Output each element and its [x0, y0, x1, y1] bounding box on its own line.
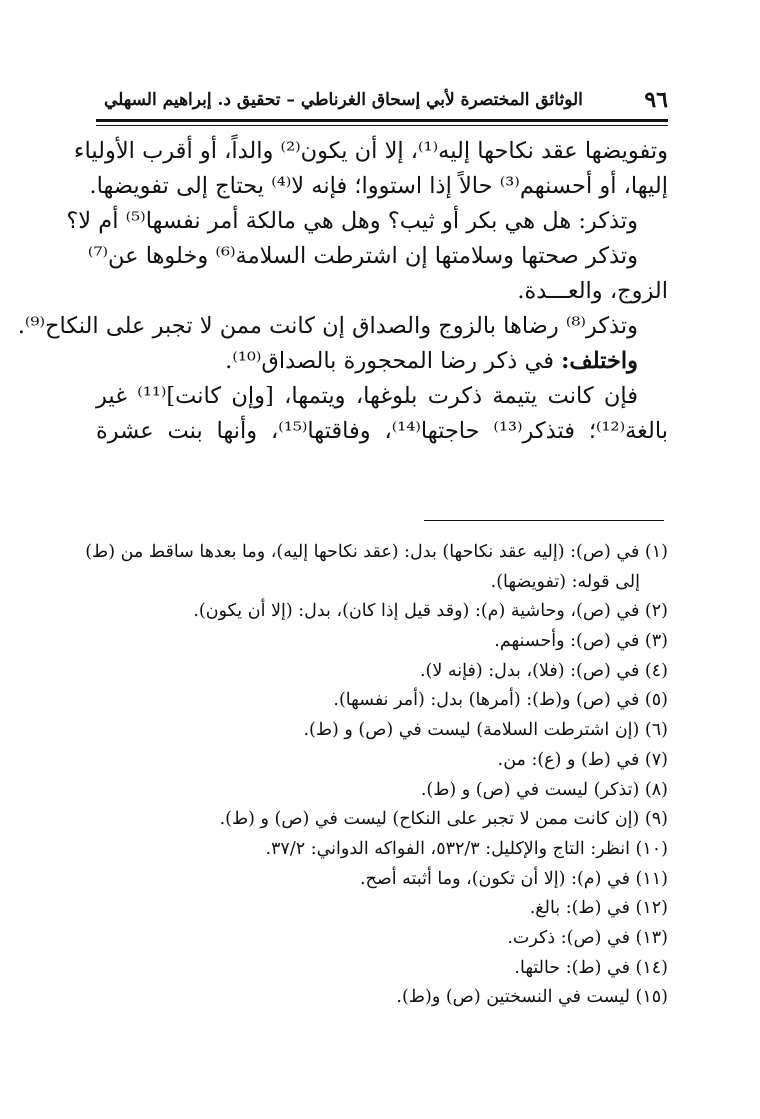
header-rule-thin [96, 125, 668, 126]
footnote: (١٥) ليست في النسختين (ص) و(ط). [396, 987, 668, 1008]
footnotes [85, 538, 668, 1013]
footnote: (١١) في (م): (إلا أن تكون)، وما أثبته أصح. [359, 868, 668, 889]
page-number: ٩٦ [644, 87, 668, 113]
footnote: (٢) في (ص)، وحاشية (م): (وقد قيل إذا كان)، بدل: (إلا أن يكون). [193, 601, 668, 622]
text-line: وتذكر صحتها وسلامتها إن اشترطت السلامة⁽⁶⁾ وخلوها عن⁽⁷⁾ [87, 243, 638, 269]
footnote: (٥) في (ص) و(ط): (أمرها) بدل: (أمر نفسها). [333, 690, 668, 711]
footnote: (١) في (ص): (إليه عقد نكاحها) بدل: (عقد نكاحها إليه)، وما بعدها ساقط من (ط) [85, 542, 668, 562]
footnote-separator [424, 520, 664, 521]
footnote: إلى قوله: (تفويضها). [490, 571, 640, 592]
text-line [96, 344, 668, 379]
footnote: (١٤) في (ط): حالتها. [514, 957, 668, 978]
header-rule-thick [96, 119, 668, 122]
text-line: وتذكر: هل هي بكر أو ثيب؟ وهل هي مالكة أمر نفسها⁽⁵⁾ أم لا؟ [66, 208, 638, 234]
text-line: بالغة⁽¹²⁾؛ فتذكر⁽¹³⁾ حاجتها⁽¹⁴⁾، وفاقتها⁽¹⁵⁾، وأنها بنت عشرة [96, 418, 668, 444]
text-line: إليها، أو أحسنهم⁽³⁾ حالاً إذا استووا؛ فإنه لا⁽⁴⁾ يحتاج إلى تفويضها. [89, 173, 668, 199]
footnote: (٩) (إن كانت ممن لا تجبر على النكاح) ليست في (ص) و (ط). [219, 809, 668, 830]
footnote: (٧) في (ط) و (ع): من. [497, 749, 668, 770]
footnote: (٦) (إن اشترطت السلامة) ليست في (ص) و (ط). [303, 720, 668, 741]
footnote: (٨) (تذكر) ليست في (ص) و (ط). [420, 779, 668, 800]
page-header [96, 80, 668, 120]
running-title: الوثائق المختصرة لأبي إسحاق الغرناطي – تحقيق د. إبراهيم السهلي [104, 90, 583, 110]
text-line: وتفويضها عقد نكاحها إليه⁽¹⁾، إلا أن يكون⁽²⁾ والداً، أو أقرب الأولياء [73, 138, 668, 164]
footnote: (١٠) انظر: التاج والإكليل: ٥٣٢/٣، الفواكه الدواني: ٣٧/٢. [265, 838, 668, 859]
main-text [17, 134, 668, 449]
footnote: (١٣) في (ص): ذكرت. [507, 927, 668, 948]
footnote: (١٢) في (ط): بالغ. [529, 898, 668, 919]
footnote: (٣) في (ص): وأحسنهم. [494, 631, 668, 652]
text-line: فإن كانت يتيمة ذكرت بلوغها، ويتمها، [وإن كانت]⁽¹¹⁾ غير [96, 383, 638, 409]
bold-term: واختلف: [561, 348, 638, 374]
text-segment: في ذكر رضا المحجورة بالصداق⁽¹⁰⁾. [225, 348, 562, 374]
text-line: وتذكر⁽⁸⁾ رضاها بالزوج والصداق إن كانت ممن لا تجبر على النكاح⁽⁹⁾. [17, 313, 638, 339]
footnote: (٤) في (ص): (فلا)، بدل: (فإنه لا). [419, 660, 668, 681]
text-line: الزوج، والعـــدة. [517, 278, 668, 304]
